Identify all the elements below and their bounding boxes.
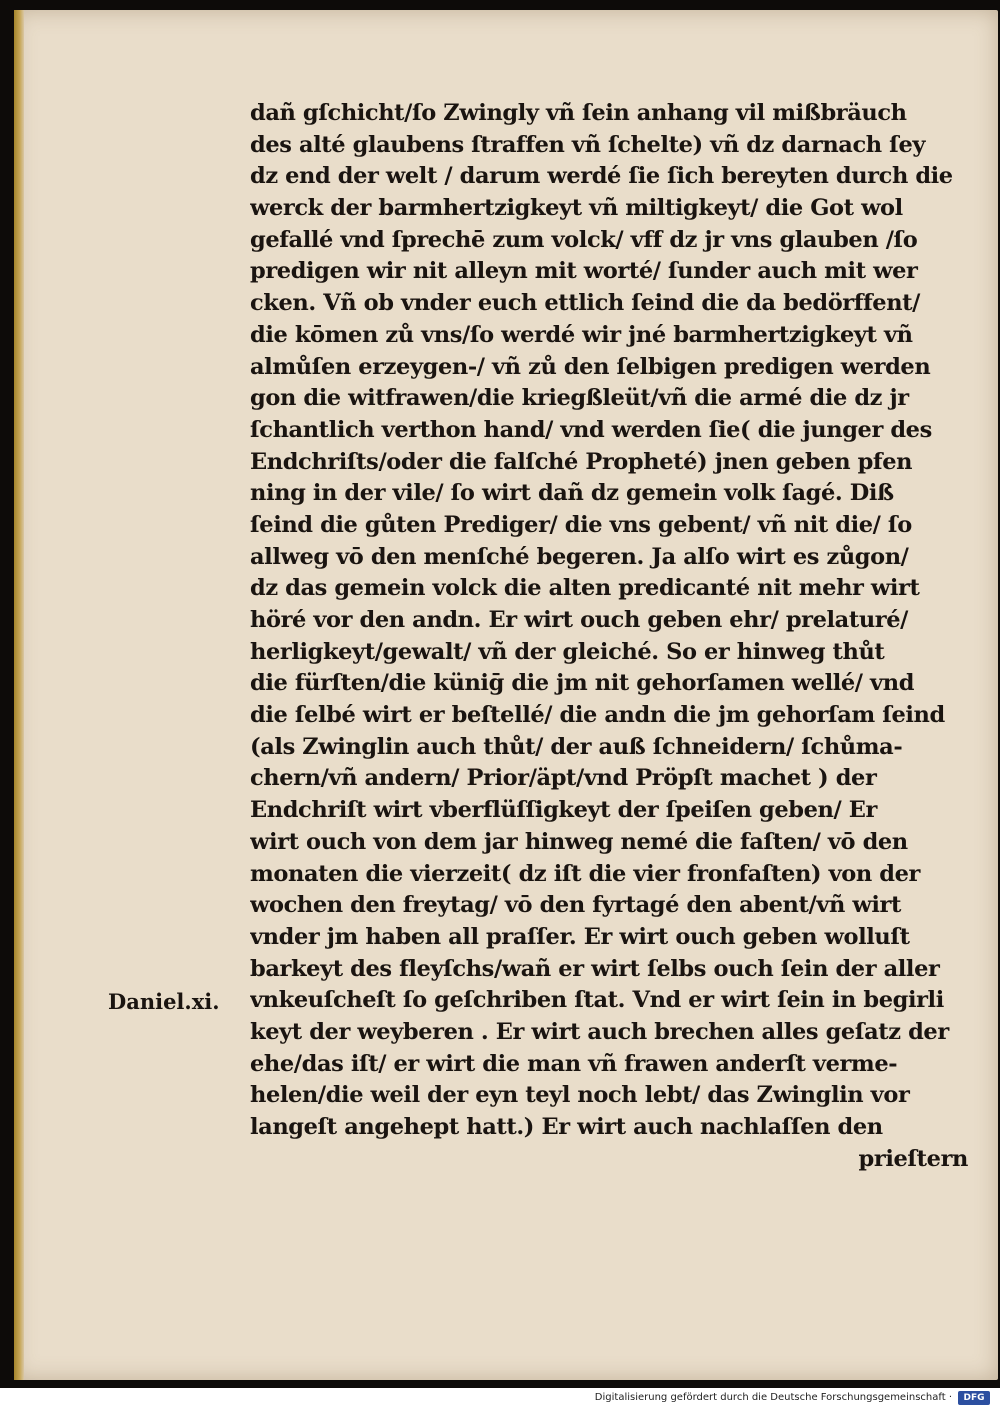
text-line: dz das gemein volck die alten predicanté nit mehr wirt [250, 575, 920, 602]
text-line: die fürſten/die küniḡ die jm nit gehorſamen wellé/ vnd [250, 670, 915, 697]
text-line: almůſen erzeygen-/ vñ zů den ſelbigen predigen werden [250, 353, 931, 380]
text-line: predigen wir nit alleyn mit worté/ ſunder auch mit wer [250, 258, 918, 285]
text-line: Endchriſt wirt vberflüſſigkeyt der ſpeiſen geben/ Er [250, 797, 877, 824]
text-line: wirt ouch von dem jar hinweg nemé die faſten/ vō den [250, 828, 908, 855]
text-line: die kōmen zů vns/ſo werdé wir jné barmhertzigkeyt vñ [250, 321, 913, 348]
text-line: dz end der welt / darum werdé ſie ſich bereyten durch die [250, 163, 953, 190]
text-line: ning in der vile/ ſo wirt dañ dz gemein volk ſagé. Diß [250, 480, 894, 507]
text-line: ſchantlich verthon hand/ vnd werden ſie( die junger des [250, 416, 932, 443]
text-line: werck der barmhertzigkeyt vñ miltigkeyt/ die Got wol [250, 195, 903, 222]
text-line: cken. Vñ ob vnder euch ettlich ſeind die da bedörffent/ [250, 290, 920, 317]
footer-credit: Digitalisierung gefördert durch die Deutsche Forschungsgemeinschaft · [594, 1392, 952, 1403]
text-line: gon die witfrawen/die kriegßleüt/vñ die armé die dz jr [250, 385, 909, 412]
text-line: Endchriſts/oder die falſché Propheté) jnen geben pfen [250, 448, 913, 475]
text-line: vnder jm haben all praſſer. Er wirt ouch geben wolluſt [250, 923, 910, 950]
text-line: des alté glaubens ſtraffen vñ ſchelte) vñ dz darnach ſey [250, 131, 926, 158]
text-line: gefallé vnd ſprechē zum volck/ vff dz jr vns glauben /ſo [250, 226, 918, 253]
text-line: prieſtern [858, 1145, 968, 1172]
text-line: vnkeuſcheſt ſo geſchriben ſtat. Vnd er wirt ſein in begirli [250, 987, 944, 1014]
text-line: höré vor den andn. Er wirt ouch geben ehr/ prelaturé/ [250, 607, 908, 633]
text-line: helen/die weil der eyn teyl noch lebt/ das Zwinglin vor [250, 1082, 910, 1109]
text-line: barkeyt des fleyſchs/wañ er wirt ſelbs ouch ſein der aller [250, 955, 940, 982]
text-line: allweg vō den menſché begeren. Ja alſo wirt es zůgon/ [250, 543, 909, 570]
marginal-note: Daniel.xi. [108, 989, 220, 1014]
main-text-block [250, 98, 968, 1175]
text-line: ehe/das iſt/ er wirt die man vñ frawen anderſt verme- [250, 1050, 898, 1077]
text-line: herligkeyt/gewalt/ vñ der gleiché. So er hinweg thůt [250, 638, 885, 665]
page-gilt-edge [14, 10, 24, 1380]
text-line: (als Zwinglin auch thůt/ der auß ſchneidern/ ſchůma- [250, 733, 903, 760]
text-line: dañ gſchicht/ſo Zwingly vñ ſein anhang vil mißbräuch [250, 100, 907, 126]
text-line: keyt der weyberen . Er wirt auch brechen alles geſatz der [250, 1018, 949, 1045]
text-line: langeſt angehept hatt.) Er wirt auch nachlaſſen den [250, 1114, 883, 1140]
text-line: monaten die vierzeit( dz iſt die vier fronfaſten) von der [250, 860, 920, 887]
text-line: ſeind die gůten Prediger/ die vns gebent/ vñ nit die/ ſo [250, 511, 912, 538]
text-line: die ſelbé wirt er beſtellé/ die andn die jm gehorſam ſeind [250, 702, 945, 729]
text-line: chern/vñ andern/ Prior/äpt/vnd Pröpſt machet ) der [250, 765, 877, 792]
footer-bar [0, 1388, 1000, 1410]
dfg-logo-icon: DFG [958, 1391, 990, 1405]
book-page [14, 10, 998, 1380]
text-line: wochen den freytag/ vō den fyrtagé den abent/vñ wirt [250, 892, 901, 919]
